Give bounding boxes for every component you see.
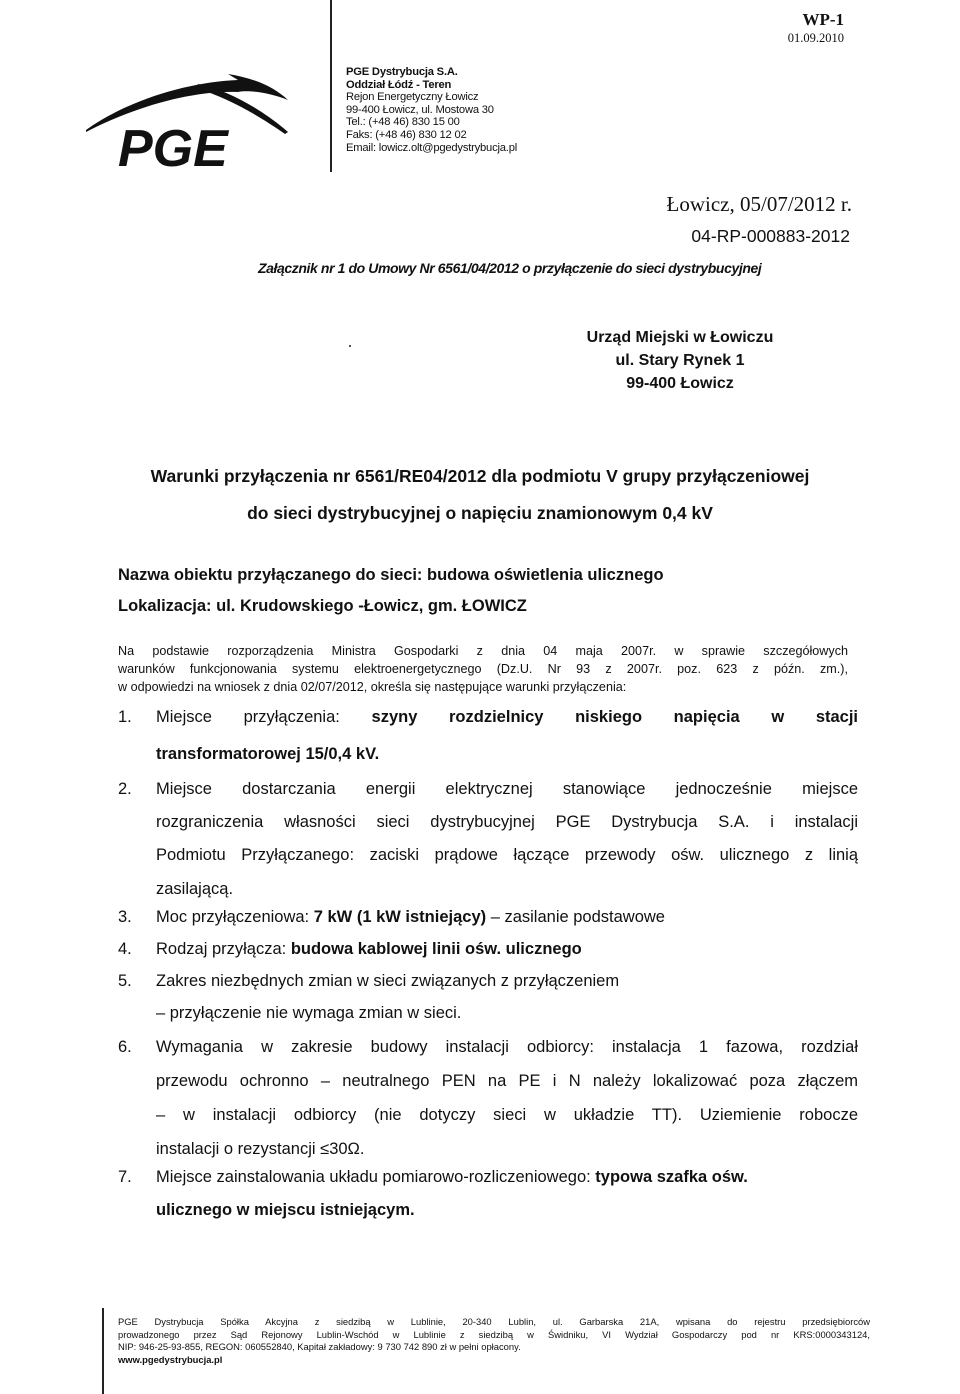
recipient-line3: 99-400 Łowicz	[626, 375, 734, 392]
document-title-line1: Warunki przyłączenia nr 6561/RE04/2012 dla podmiotu V grupy przyłączeniowej	[150, 466, 810, 486]
basis-line1: Na podstawie rozporządzenia Ministra Gospodarki z dnia 04 maja 2007r. w sprawie szczegółowych	[118, 644, 848, 658]
company-name: PGE Dystrybucja S.A.	[346, 66, 458, 78]
company-branch: Oddział Łódź - Teren	[346, 78, 452, 91]
pge-logo	[78, 70, 293, 170]
object-name: Nazwa obiektu przyłączanego do sieci: budowa oświetlenia ulicznego	[118, 566, 664, 584]
footer-line2: prowadzonego przez Sąd Rejonowy Lublin-Wschód w Lublinie z siedzibą w Świdniku, VI Wydział Gospodarczy pod nr KRS:0000343124,	[118, 1328, 870, 1340]
condition-number: 1.	[118, 708, 132, 726]
footer-website[interactable]: www.pgedystrybucja.pl	[118, 1353, 223, 1365]
condition-tail: – zasilanie podstawowe	[486, 908, 665, 926]
company-tel: Tel.: (+48 46) 830 15 00	[346, 116, 460, 129]
condition-bold: 7 kW (1 kW istniejący)	[313, 908, 487, 926]
condition-lead: Miejsce przyłączenia:	[156, 708, 372, 726]
company-address: 99-400 Łowicz, ul. Mostowa 30	[346, 103, 494, 116]
recipient-address	[570, 326, 790, 395]
recipient-line2: ul. Stary Rynek 1	[615, 352, 745, 369]
footer	[118, 1316, 870, 1366]
logo-text: PGE	[118, 120, 228, 170]
condition-number: 4.	[118, 940, 132, 958]
legal-basis	[118, 642, 848, 696]
condition-bold: szyny rozdzielnicy niskiego napięcia w stacji	[371, 708, 859, 726]
condition-line: zasilającą.	[156, 880, 234, 898]
condition-number: 2.	[118, 780, 132, 798]
condition-line: Zakres niezbędnych zmian w sieci związanych z przyłączeniem	[156, 972, 620, 990]
condition-bold-cont: ulicznego w miejscu istniejącym.	[156, 1201, 415, 1219]
company-region: Rejon Energetyczny Łowicz	[346, 91, 479, 104]
condition-line: – w instalacji odbiorcy (nie dotyczy sieci w układzie TT). Uziemienie robocze	[156, 1106, 858, 1124]
document-title-line2: do sieci dystrybucyjnej o napięciu znamionowym 0,4 kV	[247, 503, 713, 523]
condition-bold: budowa kablowej linii ośw. ulicznego	[290, 940, 582, 958]
condition-lead: Moc przyłączeniowa:	[156, 908, 314, 926]
reference-number: 04-RP-000883-2012	[691, 226, 850, 246]
company-email: Email: lowicz.olt@pgedystrybucja.pl	[346, 141, 517, 154]
scan-mark	[349, 345, 351, 347]
condition-lead: Miejsce zainstalowania układu pomiarowo-rozliczeniowego:	[156, 1168, 596, 1186]
basis-line3: w odpowiedzi na wniosek z dnia 02/07/2012, określa się następujące warunki przyłączenia:	[118, 680, 627, 694]
condition-number: 6.	[118, 1038, 132, 1056]
recipient-line1: Urząd Miejski w Łowiczu	[586, 329, 774, 346]
footer-line3: NIP: 946-25-93-855, REGON: 060552840, Kapitał zakładowy: 9 730 742 890 zł w pełni opłacony.	[118, 1341, 521, 1353]
footer-line1: PGE Dystrybucja Spółka Akcyjna z siedzibą w Lublinie, 20-340 Lublin, ul. Garbarska 21A, wpisana do rejestru przedsiębiorców	[118, 1316, 870, 1327]
footer-divider	[102, 1308, 104, 1394]
attachment-note: Załącznik nr 1 do Umowy Nr 6561/04/2012 o przyłączenie do sieci dystrybucyjnej	[258, 260, 762, 276]
doc-date: 01.09.2010	[787, 31, 844, 45]
object-location: Lokalizacja: ul. Krudowskiego -Łowicz, gm. ŁOWICZ	[118, 597, 527, 615]
condition-line: Podmiotu Przyłączanego: zaciski prądowe łączące przewody ośw. ulicznego z linią	[156, 846, 858, 864]
condition-bold: typowa szafka ośw.	[595, 1168, 748, 1186]
condition-line: instalacji o rezystancji ≤30Ω.	[156, 1140, 365, 1158]
condition-bold-cont: transformatorowej 15/0,4 kV.	[156, 745, 380, 763]
basis-line2: warunków funkcjonowania systemu elektroenergetycznego (Dz.U. Nr 93 z 2007r. poz. 623 z późn. zm.),	[118, 662, 848, 676]
condition-number: 3.	[118, 908, 132, 926]
condition-number: 7.	[118, 1168, 132, 1186]
doc-code: WP-1	[802, 10, 844, 29]
company-fax: Faks: (+48 46) 830 12 02	[346, 128, 467, 141]
condition-lead: Rodzaj przyłącza:	[156, 940, 291, 958]
condition-line: rozgraniczenia własności sieci dystrybucyjnej PGE Dystrybucja S.A. i instalacji	[156, 813, 858, 831]
condition-line: Wymagania w zakresie budowy instalacji odbiorcy: instalacja 1 fazowa, rozdział	[156, 1038, 858, 1056]
place-date: Łowicz, 05/07/2012 r.	[666, 192, 852, 216]
company-info	[346, 66, 517, 154]
condition-line: Miejsce dostarczania energii elektrycznej stanowiące jednocześnie miejsce	[156, 780, 858, 798]
header-divider	[330, 0, 332, 172]
condition-line: przewodu ochronno – neutralnego PEN na PE i N należy lokalizować poza złączem	[156, 1072, 858, 1090]
condition-number: 5.	[118, 972, 132, 990]
condition-line: – przyłączenie nie wymaga zmian w sieci.	[156, 1004, 462, 1022]
